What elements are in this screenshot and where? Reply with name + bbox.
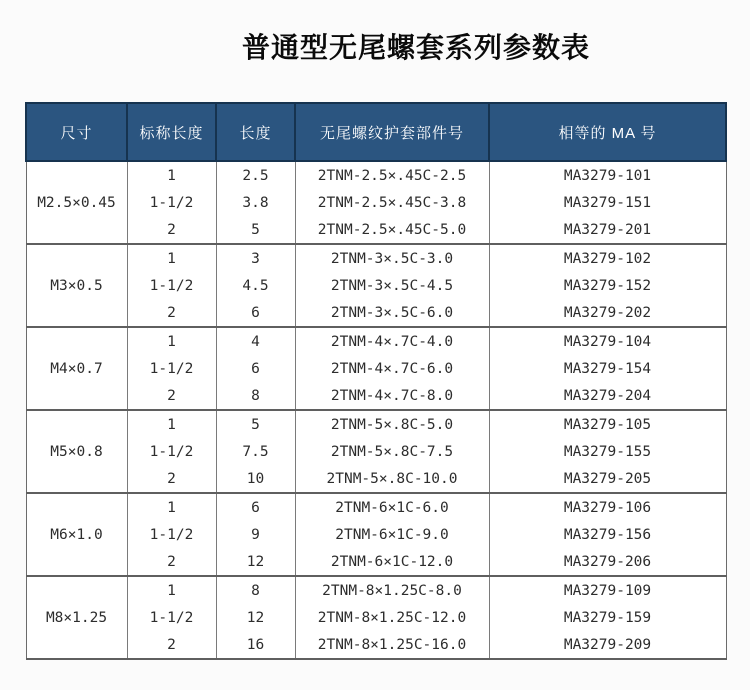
ma-number-cell: MA3279-205 bbox=[489, 465, 726, 493]
length-cell: 3.8 bbox=[216, 189, 295, 216]
parameters-table bbox=[25, 102, 727, 660]
ma-number-cell: MA3279-104 bbox=[489, 327, 726, 355]
table-header bbox=[26, 103, 726, 161]
length-cell: 5 bbox=[216, 216, 295, 244]
table-row bbox=[26, 161, 726, 189]
nominal-cell: 1 bbox=[127, 576, 216, 604]
length-cell: 5 bbox=[216, 410, 295, 438]
length-cell: 6 bbox=[216, 355, 295, 382]
size-cell: M5×0.8 bbox=[26, 410, 127, 493]
part-number-cell: 2TNM-3×.5C-3.0 bbox=[295, 244, 489, 272]
header-row bbox=[26, 103, 726, 161]
ma-number-cell: MA3279-106 bbox=[489, 493, 726, 521]
table-row bbox=[26, 410, 726, 438]
ma-number-cell: MA3279-202 bbox=[489, 299, 726, 327]
table-row bbox=[26, 299, 726, 327]
part-number-cell: 2TNM-2.5×.45C-5.0 bbox=[295, 216, 489, 244]
part-number-cell: 2TNM-5×.8C-10.0 bbox=[295, 465, 489, 493]
nominal-cell: 1 bbox=[127, 493, 216, 521]
table-row bbox=[26, 465, 726, 493]
table-row bbox=[26, 216, 726, 244]
size-cell: M6×1.0 bbox=[26, 493, 127, 576]
ma-number-cell: MA3279-209 bbox=[489, 631, 726, 659]
size-cell: M2.5×0.45 bbox=[26, 161, 127, 244]
table-row bbox=[26, 521, 726, 548]
part-number-cell: 2TNM-6×1C-6.0 bbox=[295, 493, 489, 521]
header-ma-number: 相等的 MA 号 bbox=[489, 103, 726, 161]
ma-number-cell: MA3279-201 bbox=[489, 216, 726, 244]
nominal-cell: 2 bbox=[127, 216, 216, 244]
nominal-cell: 2 bbox=[127, 631, 216, 659]
nominal-cell: 1-1/2 bbox=[127, 438, 216, 465]
length-cell: 12 bbox=[216, 604, 295, 631]
header-size: 尺寸 bbox=[26, 103, 127, 161]
length-cell: 4 bbox=[216, 327, 295, 355]
nominal-cell: 2 bbox=[127, 299, 216, 327]
length-cell: 3 bbox=[216, 244, 295, 272]
table-row bbox=[26, 493, 726, 521]
part-number-cell: 2TNM-3×.5C-4.5 bbox=[295, 272, 489, 299]
length-cell: 7.5 bbox=[216, 438, 295, 465]
part-number-cell: 2TNM-5×.8C-5.0 bbox=[295, 410, 489, 438]
nominal-cell: 1-1/2 bbox=[127, 189, 216, 216]
table-row bbox=[26, 355, 726, 382]
nominal-cell: 1-1/2 bbox=[127, 604, 216, 631]
ma-number-cell: MA3279-155 bbox=[489, 438, 726, 465]
ma-number-cell: MA3279-102 bbox=[489, 244, 726, 272]
length-cell: 16 bbox=[216, 631, 295, 659]
ma-number-cell: MA3279-105 bbox=[489, 410, 726, 438]
nominal-cell: 1 bbox=[127, 410, 216, 438]
table-row bbox=[26, 548, 726, 576]
ma-number-cell: MA3279-206 bbox=[489, 548, 726, 576]
table-row bbox=[26, 189, 726, 216]
table-row bbox=[26, 438, 726, 465]
nominal-cell: 1-1/2 bbox=[127, 272, 216, 299]
ma-number-cell: MA3279-156 bbox=[489, 521, 726, 548]
nominal-cell: 1 bbox=[127, 161, 216, 189]
part-number-cell: 2TNM-8×1.25C-16.0 bbox=[295, 631, 489, 659]
length-cell: 2.5 bbox=[216, 161, 295, 189]
nominal-cell: 2 bbox=[127, 382, 216, 410]
part-number-cell: 2TNM-3×.5C-6.0 bbox=[295, 299, 489, 327]
nominal-cell: 1 bbox=[127, 327, 216, 355]
table-row bbox=[26, 576, 726, 604]
ma-number-cell: MA3279-109 bbox=[489, 576, 726, 604]
part-number-cell: 2TNM-6×1C-9.0 bbox=[295, 521, 489, 548]
size-cell: M3×0.5 bbox=[26, 244, 127, 327]
table-row bbox=[26, 327, 726, 355]
table-row bbox=[26, 631, 726, 659]
nominal-cell: 1 bbox=[127, 244, 216, 272]
part-number-cell: 2TNM-4×.7C-4.0 bbox=[295, 327, 489, 355]
part-number-cell: 2TNM-2.5×.45C-2.5 bbox=[295, 161, 489, 189]
ma-number-cell: MA3279-154 bbox=[489, 355, 726, 382]
length-cell: 8 bbox=[216, 576, 295, 604]
table-row bbox=[26, 604, 726, 631]
header-part-number: 无尾螺纹护套部件号 bbox=[295, 103, 489, 161]
part-number-cell: 2TNM-8×1.25C-8.0 bbox=[295, 576, 489, 604]
nominal-cell: 2 bbox=[127, 465, 216, 493]
nominal-cell: 1-1/2 bbox=[127, 521, 216, 548]
table-row bbox=[26, 382, 726, 410]
part-number-cell: 2TNM-4×.7C-8.0 bbox=[295, 382, 489, 410]
ma-number-cell: MA3279-152 bbox=[489, 272, 726, 299]
nominal-cell: 2 bbox=[127, 548, 216, 576]
length-cell: 9 bbox=[216, 521, 295, 548]
size-cell: M8×1.25 bbox=[26, 576, 127, 659]
length-cell: 10 bbox=[216, 465, 295, 493]
ma-number-cell: MA3279-159 bbox=[489, 604, 726, 631]
length-cell: 4.5 bbox=[216, 272, 295, 299]
table-row bbox=[26, 272, 726, 299]
header-nominal-length: 标称长度 bbox=[127, 103, 216, 161]
length-cell: 6 bbox=[216, 299, 295, 327]
part-number-cell: 2TNM-2.5×.45C-3.8 bbox=[295, 189, 489, 216]
ma-number-cell: MA3279-204 bbox=[489, 382, 726, 410]
size-cell: M4×0.7 bbox=[26, 327, 127, 410]
length-cell: 12 bbox=[216, 548, 295, 576]
header-length: 长度 bbox=[216, 103, 295, 161]
ma-number-cell: MA3279-151 bbox=[489, 189, 726, 216]
ma-number-cell: MA3279-101 bbox=[489, 161, 726, 189]
part-number-cell: 2TNM-4×.7C-6.0 bbox=[295, 355, 489, 382]
part-number-cell: 2TNM-8×1.25C-12.0 bbox=[295, 604, 489, 631]
table-row bbox=[26, 244, 726, 272]
page-title: 普通型无尾螺套系列参数表 bbox=[241, 32, 590, 63]
length-cell: 6 bbox=[216, 493, 295, 521]
length-cell: 8 bbox=[216, 382, 295, 410]
nominal-cell: 1-1/2 bbox=[127, 355, 216, 382]
part-number-cell: 2TNM-6×1C-12.0 bbox=[295, 548, 489, 576]
part-number-cell: 2TNM-5×.8C-7.5 bbox=[295, 438, 489, 465]
